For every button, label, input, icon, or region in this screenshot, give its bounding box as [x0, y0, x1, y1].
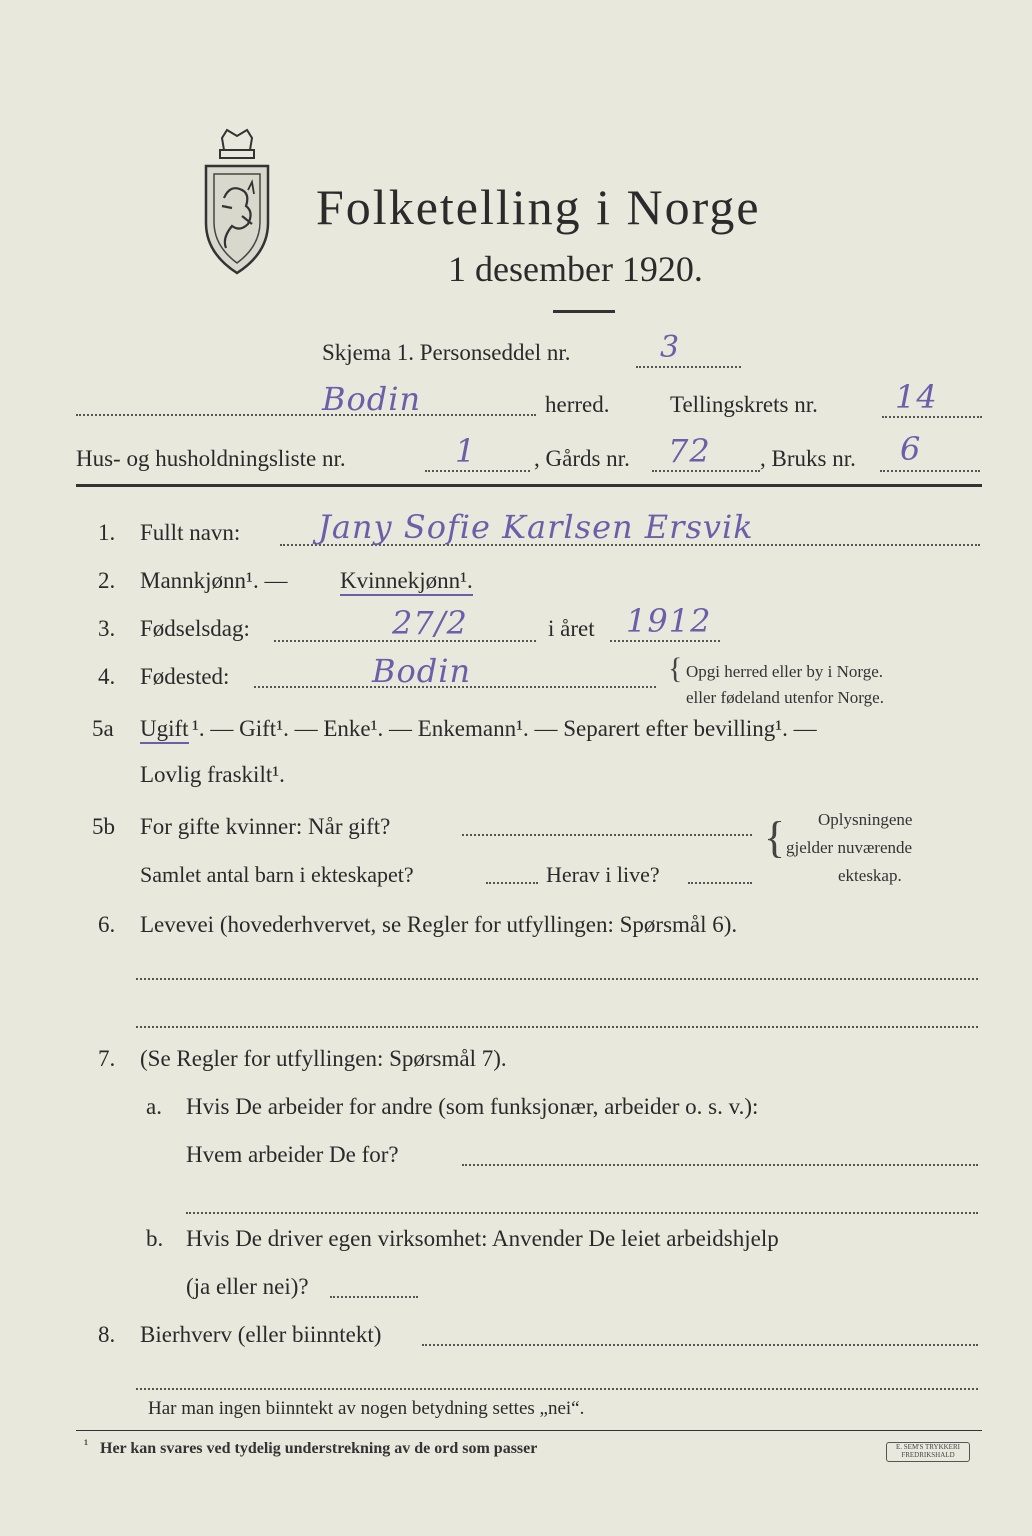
q4-brace: {: [668, 652, 683, 685]
bruks-nr-line: [880, 470, 980, 472]
personseddel-nr-line: [636, 366, 741, 368]
tellingskrets-value: 14: [895, 378, 938, 416]
tellingskrets-label: Tellingskrets nr.: [670, 392, 818, 417]
q5b-married-line: [462, 834, 752, 836]
bruks-nr-value: 6: [900, 430, 922, 468]
skjema-label: Skjema 1. Personseddel nr.: [322, 340, 571, 365]
q8-line1: [422, 1344, 978, 1346]
footnote-text: Her kan svares ved tydelig understrekning av de ord som passer: [100, 1440, 538, 1457]
q4-number: 4.: [98, 664, 116, 689]
q3-year-label: i året: [548, 616, 595, 641]
q7a-marker: a.: [146, 1094, 162, 1119]
q7b-marker: b.: [146, 1226, 164, 1251]
q8-line2: [136, 1388, 978, 1390]
q2-female-option: Kvinnekjønn¹.: [340, 568, 473, 596]
q7b-label: Hvis De driver egen virksomhet: Anvender De leiet arbeidshjelp: [186, 1226, 779, 1251]
q8-number: 8.: [98, 1322, 116, 1347]
footer-rule: [76, 1430, 982, 1431]
hus-label: Hus- og husholdningsliste nr.: [76, 446, 346, 471]
q7b-answer-line: [330, 1296, 418, 1298]
q6-label: Levevei (hovederhvervet, se Regler for utfyllingen: Spørsmål 6).: [140, 912, 738, 937]
q5a-other-options: ¹. — Gift¹. — Enke¹. — Enkemann¹. — Separert efter bevilling¹. —: [192, 716, 817, 741]
q5b-note-line1: Oplysningene: [818, 810, 913, 829]
nei-note: Har man ingen biinntekt av nogen betydning settes „nei“.: [148, 1398, 585, 1419]
title-divider: [553, 310, 615, 313]
q4-value: Bodin: [372, 652, 472, 690]
q6-number: 6.: [98, 912, 116, 937]
form-title: Folketelling i Norge: [316, 179, 761, 235]
q4-label: Fødested:: [140, 664, 230, 689]
gards-nr-line: [652, 470, 760, 472]
q7-number: 7.: [98, 1046, 116, 1071]
q5b-children-label: Samlet antal barn i ekteskapet?: [140, 862, 414, 887]
q7-label: (Se Regler for utfyllingen: Spørsmål 7).: [140, 1046, 507, 1071]
q5b-note-line2: gjelder nuværende: [786, 838, 913, 857]
q5b-number: 5b: [92, 814, 115, 839]
q5b-brace: {: [764, 813, 786, 862]
q3-number: 3.: [98, 616, 116, 641]
q5b-alive-label: Herav i live?: [546, 862, 660, 887]
q7a-employer-line: [462, 1164, 978, 1166]
q5b-alive-line: [688, 882, 752, 884]
q3-day-value: 27/2: [392, 604, 468, 642]
q6-line1: [136, 978, 978, 980]
q2-male-option: Mannkjønn¹. —: [140, 568, 288, 593]
footnote-mark: ¹: [84, 1438, 89, 1453]
q1-label: Fullt navn:: [140, 520, 241, 545]
q5a-ugift-option: Ugift: [140, 716, 189, 744]
bruks-label: , Bruks nr.: [760, 446, 856, 471]
q1-value: Jany Sofie Karlsen Ersvik: [318, 508, 754, 546]
gards-nr-value: 72: [668, 432, 711, 470]
q7a-employer-label: Hvem arbeider De for?: [186, 1142, 399, 1167]
q5a-number: 5a: [92, 716, 114, 741]
herred-label: herred.: [545, 392, 610, 417]
form-date: 1 desember 1920.: [448, 249, 703, 289]
q5b-children-line: [486, 882, 538, 884]
norway-coat-of-arms-icon: [192, 128, 282, 278]
header-rule: [76, 484, 982, 487]
herred-line: [76, 414, 536, 416]
q7a-extra-line: [186, 1212, 978, 1214]
q4-note-line1: Opgi herred eller by i Norge.: [686, 662, 884, 681]
hus-nr-value: 1: [455, 432, 477, 470]
q7a-label: Hvis De arbeider for andre (som funksjonær, arbeider o. s. v.):: [186, 1094, 759, 1119]
herred-value: Bodin: [322, 380, 422, 418]
q7b-answer-label: (ja eller nei)?: [186, 1274, 309, 1299]
tellingskrets-line: [882, 416, 982, 418]
q5a-line2: Lovlig fraskilt¹.: [140, 762, 285, 787]
q2-number: 2.: [98, 568, 116, 593]
q8-label: Bierhverv (eller biinntekt): [140, 1322, 382, 1347]
personseddel-nr-value: 3: [660, 330, 681, 365]
hus-nr-line: [425, 470, 530, 472]
printer-stamp: E. SEM'S TRYKKERI FREDRIKSHALD: [886, 1442, 970, 1462]
q3-year-line: [610, 640, 720, 642]
gards-label: , Gårds nr.: [534, 446, 630, 471]
q1-number: 1.: [98, 520, 116, 545]
q5b-married-label: For gifte kvinner: Når gift?: [140, 814, 391, 839]
q3-label: Fødselsdag:: [140, 616, 250, 641]
q4-note-line2: eller fødeland utenfor Norge.: [686, 688, 884, 707]
q5b-note-line3: ekteskap.: [838, 866, 902, 885]
q6-line2: [136, 1026, 978, 1028]
q3-year-value: 1912: [626, 602, 712, 640]
